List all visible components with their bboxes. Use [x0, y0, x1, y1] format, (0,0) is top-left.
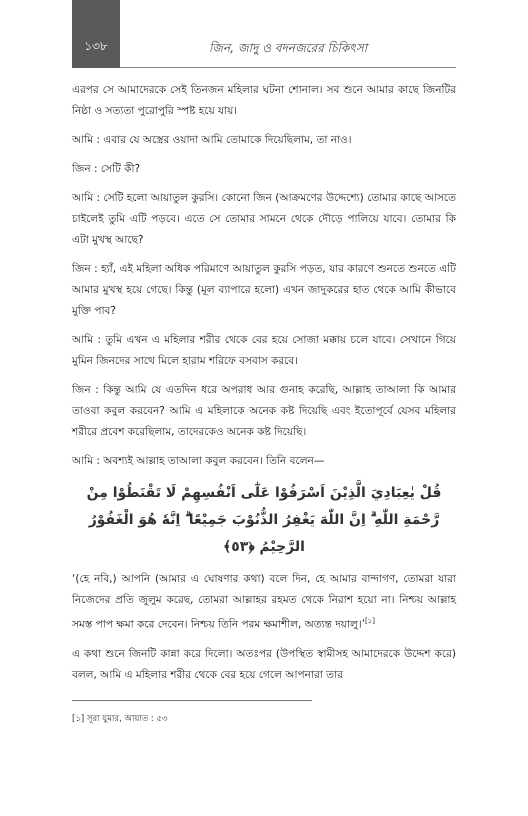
- page-number-box: [72, 0, 120, 68]
- paragraph-5: জিন : হ্যাঁ, এই মহিলা অধিক পরিমাণে আয়াতুল কুরসি পড়ত, যার কারণে শুনতে শুনতে এটি আমার মুখস্থ হয়ে গেছে। কিন্তু (মূল ব্যাপারে হলো) এখন জাদুকরের হাত থেকে আমি কীভাবে মুক্তি পাব?: [72, 263, 456, 317]
- paragraph-2: আমি : এবার যে অস্ত্রের ওয়াদা আমি তোমাকে দিয়েছিলাম, তা নাও।: [72, 134, 352, 146]
- running-title: জিন, জাদু ও বদনজরের চিকিৎসা: [208, 41, 368, 55]
- footnote-rule: [72, 700, 312, 701]
- paragraph-4: আমি : সেটি হলো আয়াতুল কুরসি। কোনো জিন (আক্রমণের উদ্দেশ্যে) তোমার কাছে আসতে চাইলেই তুমি এটি পড়বে। এতে সে তোমার সামনে থেকে দৌড়ে পালিয়ে যাবে। তোমার কি এটা মুখস্থ আছে?: [72, 192, 456, 246]
- paragraph-8: আমি : অবশ্যই আল্লাহ তাআলা কবুল করবেন। তিনি বলেন—: [72, 455, 325, 467]
- paragraph-6: আমি : তুমি এখন এ মহিলার শরীর থেকে বের হয়ে সোজা মক্কায় চলে যাবে। সেখানে গিয়ে মুমিন জিনদের সাথে মিলে হারাম শরিফে বসবাস করবে।: [72, 334, 456, 367]
- translation-text: ‘(হে নবি,) আপনি (আমার এ ঘোষণার কথা) বলে দিন, হে আমার বান্দাগণ, তোমরা যারা নিজেদের প্রতি জুলুম করেছ, তোমরা আল্লাহর রহমত থেকে নিরাশ হয়ো না। নিশ্চয় আল্লাহ সমস্ত পাপ ক্ষমা করে দেবেন। নিশ্চয় তিনি পরম ক্ষমাশীল, অত্যন্ত দয়ালু।’: [72, 573, 456, 631]
- verse-translation: [72, 569, 456, 636]
- header-rule: [120, 67, 456, 68]
- closing-paragraph: এ কথা শুনে জিনটি কান্না করে দিলো। অতঃপর (উপস্থিত স্বামীসহ আমাদেরকে উদ্দেশ করে) বলল, আমি এ মহিলার শরীর থেকে বের হয়ে গেলে আপনারা তার: [72, 647, 456, 681]
- page-body: [72, 80, 456, 694]
- paragraph-3: জিন : সেটি কী?: [72, 163, 141, 175]
- page-number: ১৩৮: [84, 39, 108, 53]
- paragraph-7: জিন : কিন্তু আমি যে এতদিন ধরে অপরাধ আর গুনাহ করেছি, আল্লাহ তাআলা কি আমার তাওবা কবুল করবেন? আমি এ মহিলাকে অনেক কষ্ট দিয়েছি এবং ইতোপূর্বে যেসব মহিলার শরীরে প্রবেশ করেছিলাম, তাদেরকেও অনেক কষ্ট দিয়েছি।: [72, 384, 456, 438]
- paragraph-1: এরপর সে আমাদেরকে সেই তিনজন মহিলার ঘটনা শোনাল। সব শুনে আমার কাছে জিনটির নিষ্ঠা ও সত্যতা পুরোপুরি স্পষ্ট হয়ে যায়।: [72, 84, 456, 117]
- footnote-marker: [১]: [364, 617, 375, 625]
- footnote: [১] সূরা যুমার, আয়াত : ৫৩: [72, 714, 168, 724]
- arabic-verse: قُلْ يٰعِبَادِيَ الَّذِيْنَ اَسْرَفُوْا عَلٰٓى اَنْفُسِهِمْ لَا تَقْنَطُوْا مِنْ رَّحْمَةِ اللّٰهِ ۗ اِنَّ اللّٰهَ يَغْفِرُ الذُّنُوْبَ جَمِيْعًا ۗ اِنَّهٗ هُوَ الْغَفُوْرُ الرَّحِيْمُ ﴿٥٣﴾: [86, 485, 442, 555]
